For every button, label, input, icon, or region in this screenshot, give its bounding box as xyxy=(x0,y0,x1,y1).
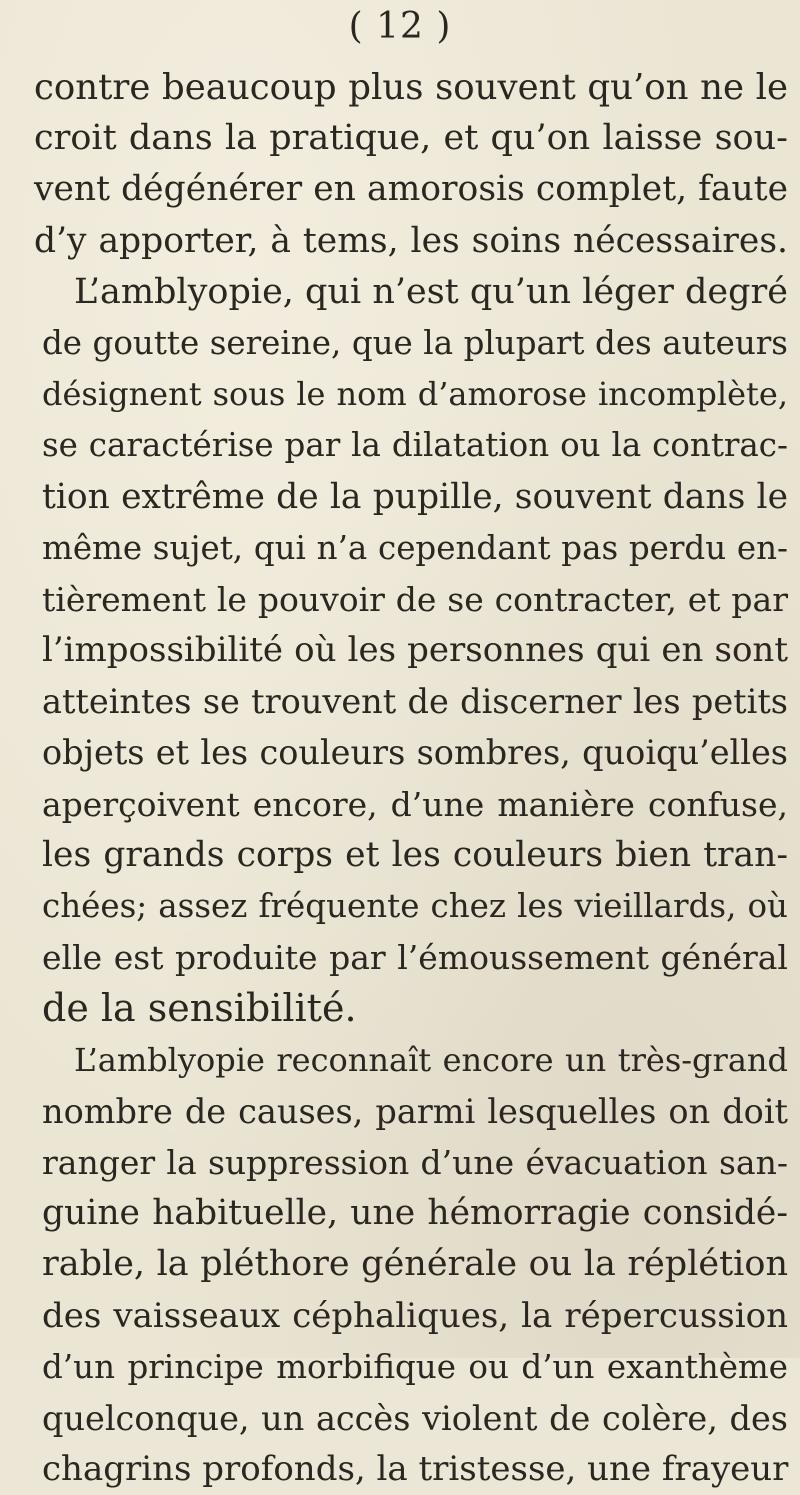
text-line: tion extrême de la pupille, souvent dans le xyxy=(42,476,788,517)
text-line: chées; assez fréquente chez les vieillards, où xyxy=(42,887,788,925)
paragraph-end-line: de la sensibilité. xyxy=(42,986,357,1031)
page-number: ( 12 ) xyxy=(348,6,452,47)
text-line: d’y apporter, à tems, les soins nécessaires. xyxy=(34,220,788,261)
text-line: croit dans la pratique, et qu’on laisse sou- xyxy=(34,118,788,159)
text-line: se caractérise par la dilatation ou la contrac- xyxy=(42,426,788,465)
text-line: l’impossibilité où les personnes qui en sont xyxy=(42,630,788,671)
text-line: ranger la suppression d’une évacuation san- xyxy=(42,1142,788,1182)
text-line: les grands corps et les couleurs bien tran- xyxy=(42,834,788,875)
text-line: désignent sous le nom d’amorose incomplète, xyxy=(42,375,788,414)
text-line: rable, la pléthore générale ou la réplétion xyxy=(42,1244,788,1285)
body-text xyxy=(18,62,788,1495)
text-line: tièrement le pouvoir de se contracter, et par xyxy=(42,579,788,619)
text-line: objets et les couleurs sombres, quoiqu’elles xyxy=(42,733,788,773)
paragraph-start-line: L’amblyopie, qui n’est qu’un léger degré xyxy=(74,271,788,312)
text-line: atteintes se trouvent de discerner les petits xyxy=(42,682,788,722)
text-line: aperçoivent encore, d’une manière confuse, xyxy=(42,784,788,824)
text-line: elle est produite par l’émoussement général xyxy=(42,938,788,978)
text-line: guine habituelle, une hémorragie considé- xyxy=(42,1193,788,1234)
text-line: nombre de causes, parmi lesquelles on doit xyxy=(42,1091,788,1131)
text-line: de goutte sereine, que la plupart des auteurs xyxy=(42,323,788,362)
text-line: vent dégénérer en amorosis complet, faute xyxy=(34,169,788,210)
text-line: quelconque, un accès violent de colère, des xyxy=(42,1398,788,1438)
paragraph-start-line: L’amblyopie reconnaît encore un très-grand xyxy=(74,1040,788,1079)
text-line: chagrins profonds, la tristesse, une frayeur xyxy=(42,1449,789,1490)
text-line: des vaisseaux céphaliques, la répercussion xyxy=(42,1295,788,1336)
text-line: contre beaucoup plus souvent qu’on ne le xyxy=(34,67,788,108)
text-line: d’un principe morbifique ou d’un exanthème xyxy=(42,1347,788,1386)
text-line: même sujet, qui n’a cependant pas perdu en- xyxy=(42,528,788,567)
